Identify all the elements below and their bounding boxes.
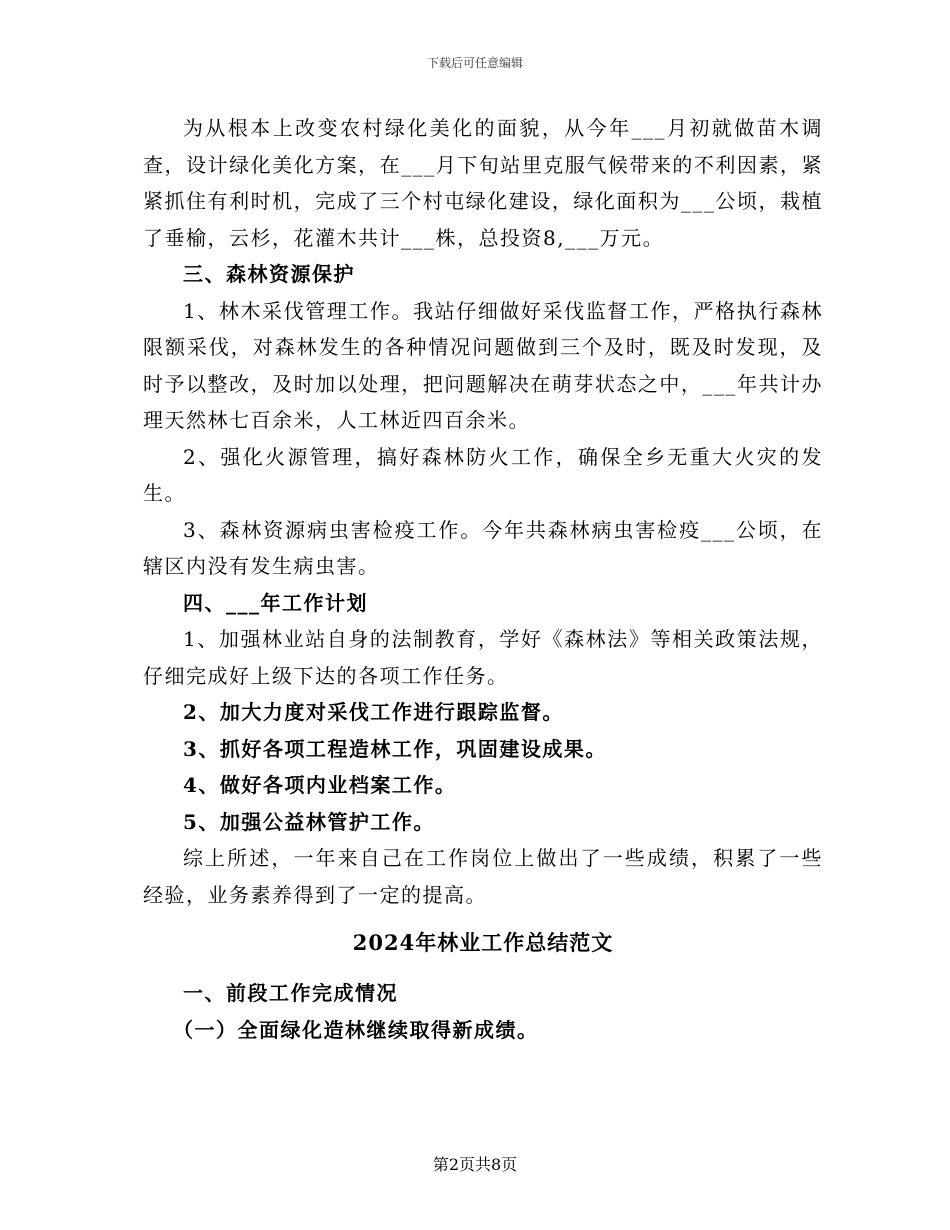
paragraph-summary: 综上所述，一年来自己在工作岗位上做出了一些成绩，积累了一些经验，业务素养得到了一定的提高。 — [143, 846, 823, 907]
section-subheading: （一）全面绿化造林继续取得新成绩。 — [173, 1017, 539, 1042]
plan-item-5: 5、加强公益林管护工作。 — [183, 809, 435, 834]
plan-item-3: 3、抓好各项工程造林工作，巩固建设成果。 — [183, 736, 607, 761]
paragraph-greening: 为从根本上改变农村绿化美化的面貌，从今年___月初就做苗木调查，设计绿化美化方案，在___月下旬站里克服气候带来的不利因素，紧紧抓住有利时机，完成了三个村屯绿化建设，绿化面积为___公顷，栽植了垂榆，云杉，花灌木共计___株，总投资8,___万元。 — [143, 116, 823, 250]
plan-item-2: 2、加大力度对采伐工作进行跟踪监督。 — [183, 700, 564, 724]
paragraph-logging-management: 1、林木采伐管理工作。我站仔细做好采伐监督工作，严格执行森林限额采伐，对森林发生的各种情况问题做到三个及时，既及时发现，及时予以整改，及时加以处理，把问题解决在萌芽状态之中，___年共计办理天然林七百余米，人工林近四百余米。 — [143, 298, 823, 432]
heading-work-plan: 四、___年工作计划 — [183, 590, 368, 615]
plan-item-4: 4、做好各项内业档案工作。 — [183, 773, 457, 797]
page-footer: 第2页共8页 — [432, 1155, 518, 1174]
heading-forest-protection: 三、森林资源保护 — [183, 262, 355, 286]
document-body — [143, 110, 823, 1048]
plan-item-1: 1、加强林业站自身的法制教育，学好《森林法》等相关政策法规，仔细完成好上级下达的各项工作任务。 — [143, 627, 823, 688]
page-header: 下载后可任意编辑 — [426, 56, 523, 70]
document-title: 2024年林业工作总结范文 — [352, 930, 614, 955]
paragraph-pest-quarantine: 3、森林资源病虫害检疫工作。今年共森林病虫害检疫___公顷，在辖区内没有发生病虫害。 — [143, 517, 823, 578]
paragraph-fire-management: 2、强化火源管理，搞好森林防火工作，确保全乡无重大火灾的发生。 — [143, 444, 823, 505]
section-heading: 一、前段工作完成情况 — [183, 981, 398, 1005]
